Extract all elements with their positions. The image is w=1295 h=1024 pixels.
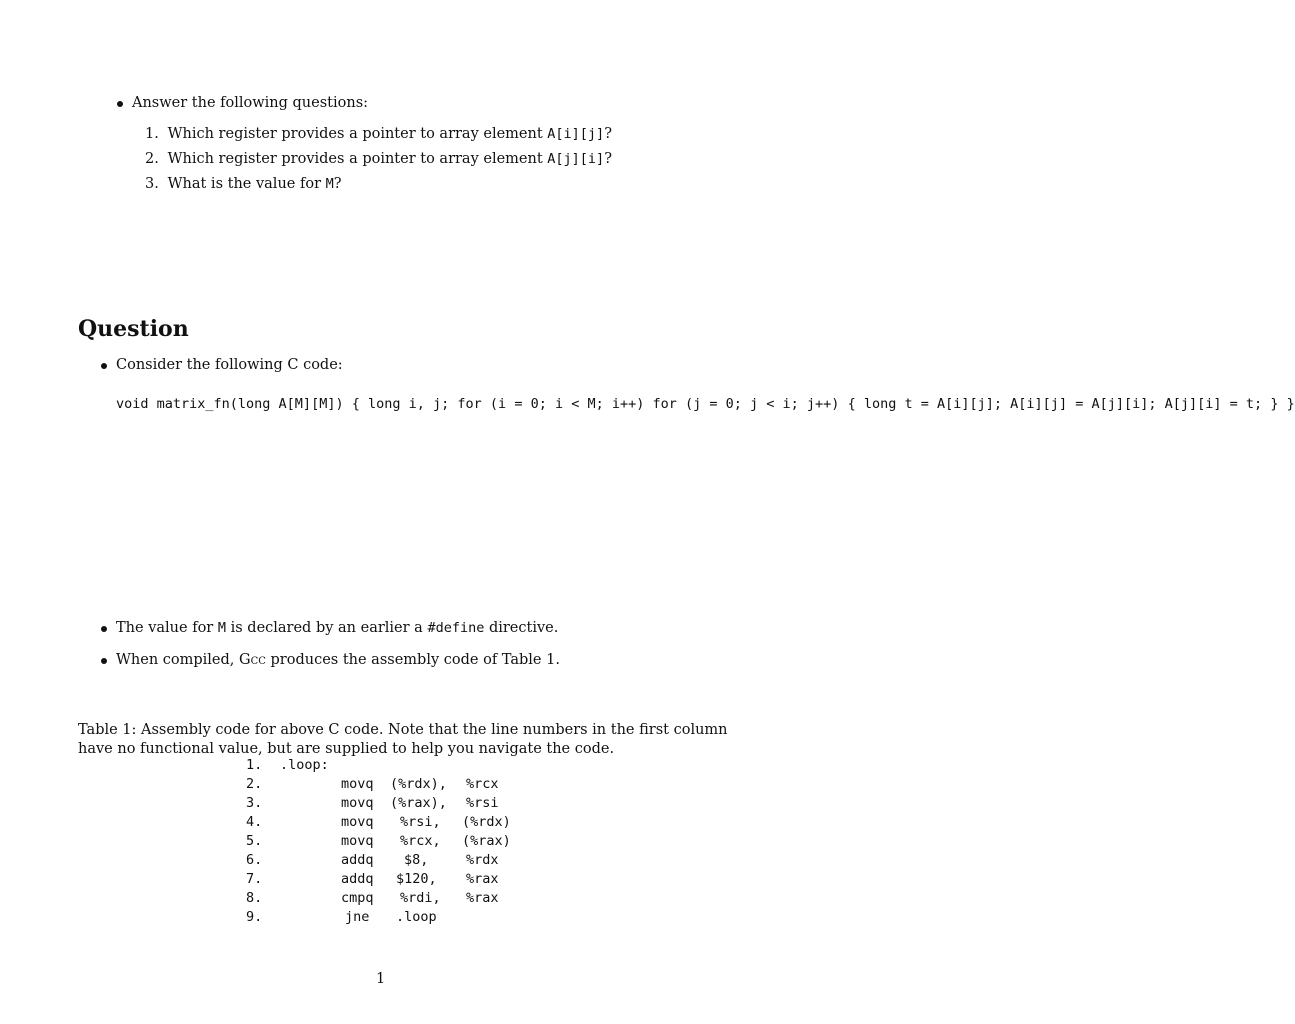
page-number: 1 [376,971,386,987]
question-item-2: 2. Which register provides a pointer to array element A[j][i]? [145,151,612,167]
table-row: 5. movq %rcx, (%rax) [246,833,511,849]
code-line: long i, j; [368,396,450,412]
code-line: A[i][j] = A[j][i]; [1010,396,1157,412]
question-item-1: 1. Which register provides a pointer to array element A[i][j]? [145,126,612,142]
table-row: 6. addq $8, %rdx [246,852,499,868]
answer-questions-label: Answer the following questions: [132,95,369,111]
table-row: 4. movq %rsi, (%rdx) [246,814,511,830]
code-line: } [1286,396,1295,412]
code-line: for (j = 0; j < i; j++) [652,396,840,412]
question-item-3: 3. What is the value for M? [145,176,342,192]
table-caption: Table 1: Assembly code for above C code. Note that the line numbers in the first column have no functional value, but are supplied to help you navigate the code. [78,722,728,757]
code-line: { [847,396,856,412]
code-line: for (i = 0; i < M; i++) [457,396,645,412]
define-note: The value for M is declared by an earlier a #define directive. [116,620,559,636]
table-row: 7. addq $120, %rax [246,871,499,887]
assembly-table [0,757,791,927]
bullet-marker [117,101,123,107]
bullet-marker [101,363,107,369]
table-row: 3. movq (%rax), %rsi [246,795,499,811]
table-row: 1. .loop: [246,757,329,773]
consider-code-label: Consider the following C code: [116,357,343,373]
code-line: long t = A[i][j]; [863,396,1003,412]
bullet-marker [101,658,107,664]
table-row: 9. jne .loop [246,909,437,925]
code-line: { [351,396,360,412]
compile-note: When compiled, Gcc produces the assembly code of Table 1. [116,652,560,668]
c-code-block [116,395,1295,414]
code-line: A[j][i] = t; [1164,396,1263,412]
table-row: 2. movq (%rdx), %rcx [246,776,499,792]
bullet-marker [101,626,107,632]
code-line: void matrix_fn(long A[M][M]) [116,396,344,412]
code-line: } [1270,396,1279,412]
section-heading: Question [78,316,189,342]
table-row: 8. cmpq %rdi, %rax [246,890,499,906]
